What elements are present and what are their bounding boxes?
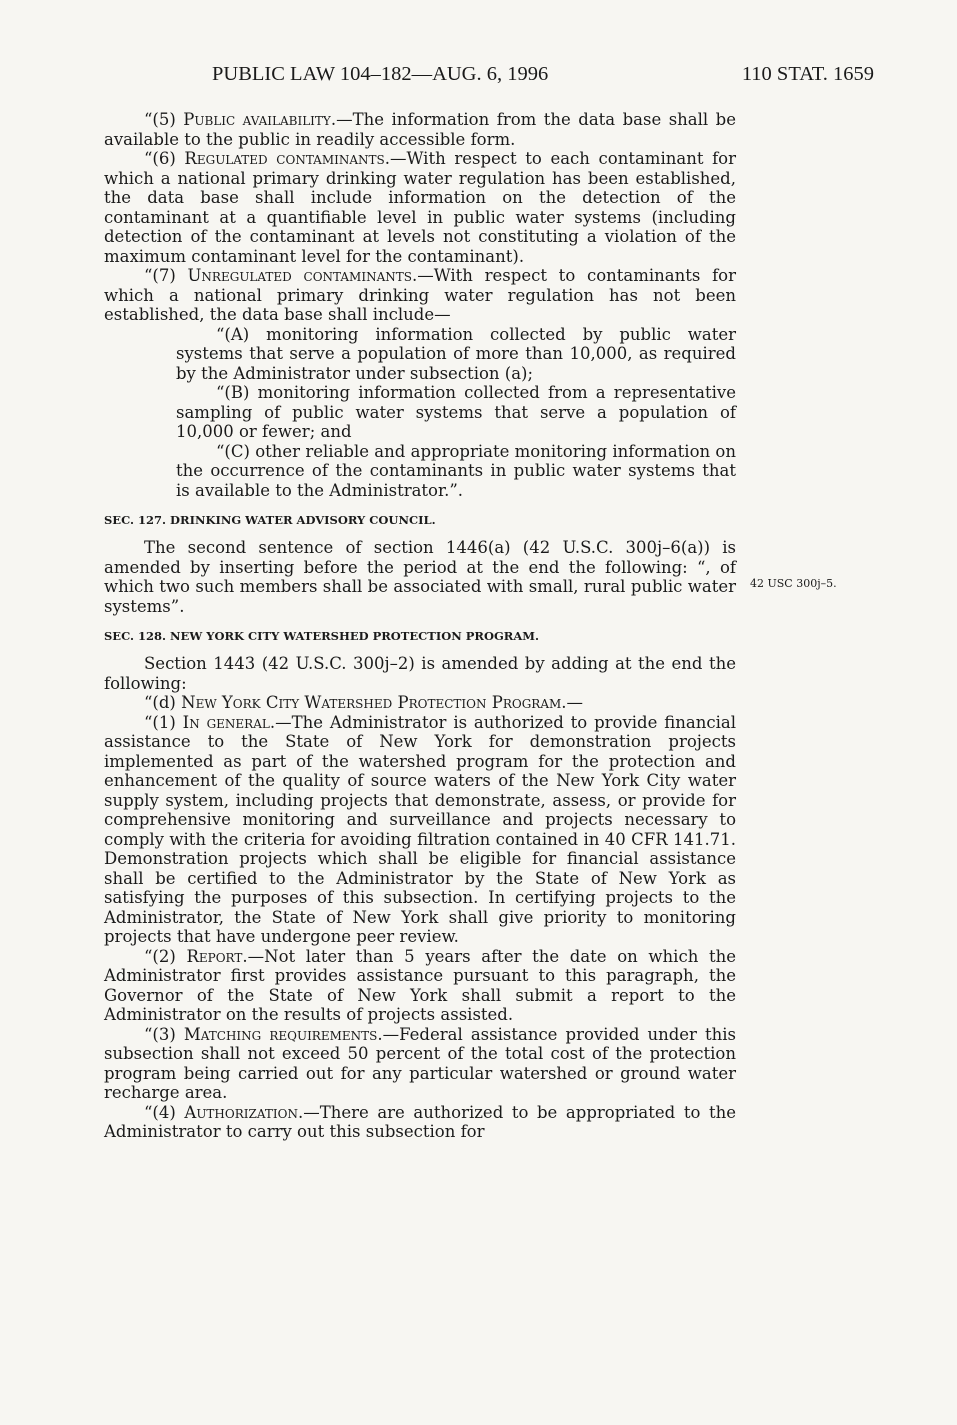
subparagraph-b: “(B) monitoring information collected from a representative sampling of public water systems that serve a population of 10,000 or fewer; and	[176, 383, 736, 441]
paragraph-text: —There are authorized to be appropriated to the Administrator to carry out this subsection for	[104, 1102, 736, 1141]
paragraph-text: —With respect to contaminants for which a national primary drinking water regulation has not been established, the data base shall include—	[104, 266, 736, 324]
paragraph-heading: “(7) Unregulated contaminants.	[144, 266, 418, 285]
paragraph-d2	[104, 947, 736, 1025]
paragraph-heading: “(1) In general.	[144, 712, 276, 732]
paragraph-d3	[104, 1025, 736, 1103]
margin-citation-note: 42 USC 300j–5.	[750, 577, 837, 590]
paragraph-heading: “(3) Matching requirements.	[144, 1024, 383, 1044]
section-127-text: The second sentence of section 1446(a) (42 U.S.C. 300j–6(a)) is amended by inserting before the period at the end the following: “, of which two such members shall be associated with small, rural public water systems”.	[104, 538, 736, 616]
body-text	[104, 110, 736, 1142]
subsection-d-heading	[104, 693, 736, 713]
running-header	[212, 62, 874, 86]
section-128-heading: SEC. 128. NEW YORK CITY WATERSHED PROTECTION PROGRAM.	[104, 629, 540, 643]
header-stat-page: 110 STAT. 1659	[741, 63, 874, 85]
paragraph-text: —The information from the data base shall be available to the public in readily accessible form.	[104, 110, 736, 149]
paragraph-heading: “(4) Authorization.	[144, 1102, 304, 1122]
paragraph-7	[104, 266, 736, 325]
header-law-citation: PUBLIC LAW 104–182—AUG. 6, 1996	[212, 63, 549, 85]
paragraph-6	[104, 149, 736, 266]
paragraph-text: —Federal assistance provided under this subsection shall not exceed 50 percent of the total cost of the protection program being carried out for any particular watershed or ground water recharge area.	[104, 1024, 736, 1102]
paragraph-heading: “(2) Report.	[144, 946, 248, 966]
paragraph-d1	[104, 713, 736, 947]
paragraph-text: —The Administrator is authorized to provide financial assistance to the State of New York for demonstration projects implemented as part of the watershed program for the protection and enhancement of the quality of source waters of the New York City water supply system, including projects that demonstrate, assess, or provide for comprehensive monitoring and surveillance and projects necessary to comply with the criteria for avoiding filtration contained in 40 CFR 141.71. Demonstration projects which shall be eligible for financial assistance shall be certified to the Administrator by the State of New York as satisfying the purposes of this subsection. In certifying projects to the Administrator, the State of New York shall give priority to monitoring projects that have undergone peer review.	[104, 712, 736, 946]
subparagraph-a: “(A) monitoring information collected by public water systems that serve a population of more than 10,000, as required by the Administrator under subsection (a);	[176, 324, 736, 383]
paragraph-text: —With respect to each contaminant for which a national primary drinking water regulation has been established, the data base shall include information on the detection of the contaminant at a quantifiable level in public water systems (including detection of the contaminant at levels not constituting a violation of the maximum contaminant level for the contaminant).	[104, 149, 736, 266]
paragraph-5	[104, 110, 736, 149]
subsection-d-title: New York City Watershed Protection Program.	[181, 693, 567, 712]
paragraph-heading: “(5) Public availability.	[144, 110, 337, 129]
subsection-d-dash: —	[566, 693, 584, 712]
section-128-intro: Section 1443 (42 U.S.C. 300j–2) is amended by adding at the end the following:	[104, 654, 736, 693]
subparagraph-c: “(C) other reliable and appropriate monitoring information on the occurrence of the contaminants in public water systems that is available to the Administrator.”.	[176, 441, 736, 500]
section-127-heading: SEC. 127. DRINKING WATER ADVISORY COUNCIL.	[104, 513, 436, 527]
paragraph-d4	[104, 1103, 736, 1142]
subsection-d-prefix: “(d)	[144, 693, 182, 712]
paragraph-heading: “(6) Regulated contaminants.	[144, 149, 390, 168]
paragraph-text: —Not later than 5 years after the date on which the Administrator first provides assistance pursuant to this paragraph, the Governor of the State of New York shall submit a report to the Administrator on the results of projects assisted.	[104, 946, 736, 1024]
